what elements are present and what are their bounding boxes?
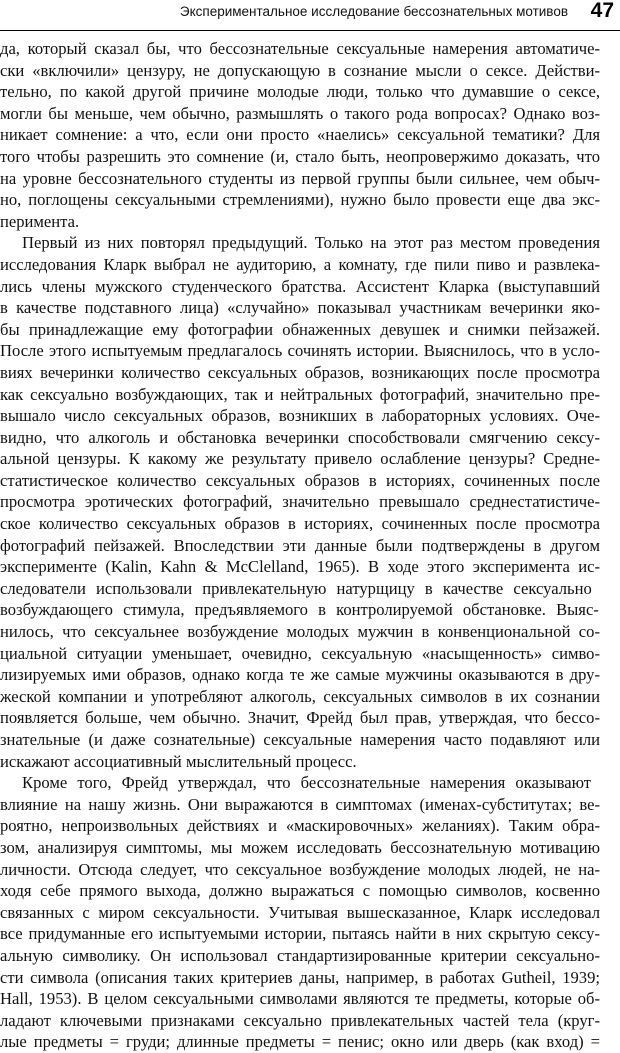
text-line: могли бы меньше, чем обычно, размышлять о такого рода вопросах? Однако воз- <box>0 103 600 123</box>
paragraph <box>0 38 612 232</box>
paragraph <box>0 232 612 772</box>
text-line: искажают ассоциативный мыслительный процесс. <box>0 751 357 771</box>
text-line: роятно, непроизвольных действиях и «маскировочных» желаниях). Таким обра- <box>0 816 600 836</box>
text-line: влияние на нашу жизнь. Они выражаются в симптомах (именах-субститутах; ве- <box>0 794 600 814</box>
page-number: 47 <box>590 0 614 22</box>
text-line: эксперименте (Kalin, Kahn & McClelland, 1965). В ходе этого эксперимента ис- <box>0 557 600 577</box>
text-line: жеской компании и употребляют алкоголь, сексуальных символов в их сознании <box>0 686 600 706</box>
text-line: вышало число сексуальных образов, возникших в лабораторных условиях. Оче- <box>0 406 600 426</box>
text-line: того чтобы разрешить это сомнение (и, стало быть, неопровержимо доказать, что <box>0 146 600 166</box>
text-line: лые предметы = груди; длинные предметы = пенис; окно или дверь (как вход) = <box>0 1032 600 1052</box>
text-line: ходя себе прямого выхода, должно выражаться с помощью символов, косвенно <box>0 881 600 901</box>
text-line: нилось, что сексуальнее возбуждение молодых мужчин в конвенциональной со- <box>0 622 600 642</box>
text-line: никает сомнение: а что, если они просто «наелись» сексуальной тематики? Для <box>0 125 600 145</box>
text-line: видно, что алкоголь и обстановка вечеринки способствовали смягчению сексу- <box>0 427 600 447</box>
text-line: на уровне бессознательного студенты из первой группы были сильнее, чем обыч- <box>0 168 600 188</box>
text-line: перимента. <box>0 211 80 231</box>
text-line: виях вечеринки количество сексуальных образов, возникающих после просмотра <box>0 362 600 382</box>
text-line: следователи использовали привлекательную натурщицу в качестве сексуально <box>0 578 592 598</box>
text-line: Первый из них повторял предыдущий. Только на этот раз местом проведения <box>22 233 600 253</box>
text-line: лись члены мужского студенческого братства. Ассистент Кларка (выступавший <box>0 276 600 296</box>
text-line: альную символику. Он использовал стандартизированные критерии сексуально- <box>0 945 600 965</box>
text-line: все придуманные его испытуемыми истории, пытаясь найти в них скрытую сексу- <box>0 924 600 944</box>
text-line: как сексуально возбуждающих, так и нейтральных фотографий, значительно пре- <box>0 384 600 404</box>
text-line: циальной ситуации уменьшает, очевидно, сексуальную «насыщенность» симво- <box>0 643 600 663</box>
text-line: ладают ключевыми признаками сексуально привлекательных частей тела (круг- <box>0 1010 600 1030</box>
text-line: Кроме того, Фрейд утверждал, что бессознательные намерения оказывают <box>22 773 591 793</box>
paragraph <box>0 772 612 1053</box>
body-text <box>0 38 612 1053</box>
running-title: Экспериментальное исследование бессознательных мотивов <box>179 4 568 19</box>
text-line: После этого испытуемым предлагалось сочинять истории. Выяснилось, что в усло- <box>0 341 600 361</box>
text-line: бы принадлежащие ему фотографии обнаженных девушек и снимки пейзажей. <box>0 319 600 339</box>
text-line: но, поглощены сексуальными стремлениями), нужно было провести еще два экс- <box>0 190 600 210</box>
text-line: появляется больше, чем обычно. Значит, Фрейд был прав, утверждая, что бессо- <box>0 708 600 728</box>
text-line: сти символа (описания таких критериев даны, например, в работах Gutheil, 1939; <box>0 967 600 987</box>
text-line: исследования Кларк выбрал не аудиторию, а комнату, где пили пиво и развлека- <box>0 254 600 274</box>
text-line: да, который сказал бы, что бессознательные сексуальные намерения автоматиче- <box>0 39 600 58</box>
running-head <box>0 0 620 31</box>
text-line: личности. Отсюда следует, что сексуальное возбуждение молодых людей, не на- <box>0 859 600 879</box>
text-line: в качестве подставного лица) «случайно» показывал участникам вечеринки яко- <box>0 298 600 318</box>
text-line: фотографий пейзажей. Впоследствии эти данные были подтверждены в другом <box>0 535 600 555</box>
text-line: ски «включили» цензуру, не допускающую в сознание мысли о сексе. Действи- <box>0 60 600 80</box>
text-line: просмотра эротических фотографий, значительно превышало среднестатистиче- <box>0 492 600 512</box>
text-line: статистическое количество сексуальных образов в историях, сочиненных после <box>0 470 600 490</box>
text-line: тельно, по какой другой причине молодые люди, только что думавшие о сексе, <box>0 82 600 102</box>
text-line: лизируемых ими образов, однако когда те же самые мужчины оказываются в дру- <box>0 665 600 685</box>
text-line: зом, анализируя симптомы, мы можем исследовать бессознательную мотивацию <box>0 837 600 857</box>
text-line: ское количество сексуальных образов в историях, сочиненных после просмотра <box>0 514 600 534</box>
text-line: связанных с миром сексуальности. Учитывая вышесказанное, Кларк исследовал <box>0 902 600 922</box>
text-line: Hall, 1953). В целом сексуальными символами являются те предметы, которые об- <box>0 989 600 1009</box>
text-line: альной цензуры. К какому же результату привело ослабление цензуры? Средне- <box>0 449 600 469</box>
text-line: знательные (и даже сознательные) сексуальные намерения часто подавляют или <box>0 730 600 749</box>
text-line: возбуждающего стимула, предъявляемого в контролируемой обстановке. Выяс- <box>0 600 599 620</box>
